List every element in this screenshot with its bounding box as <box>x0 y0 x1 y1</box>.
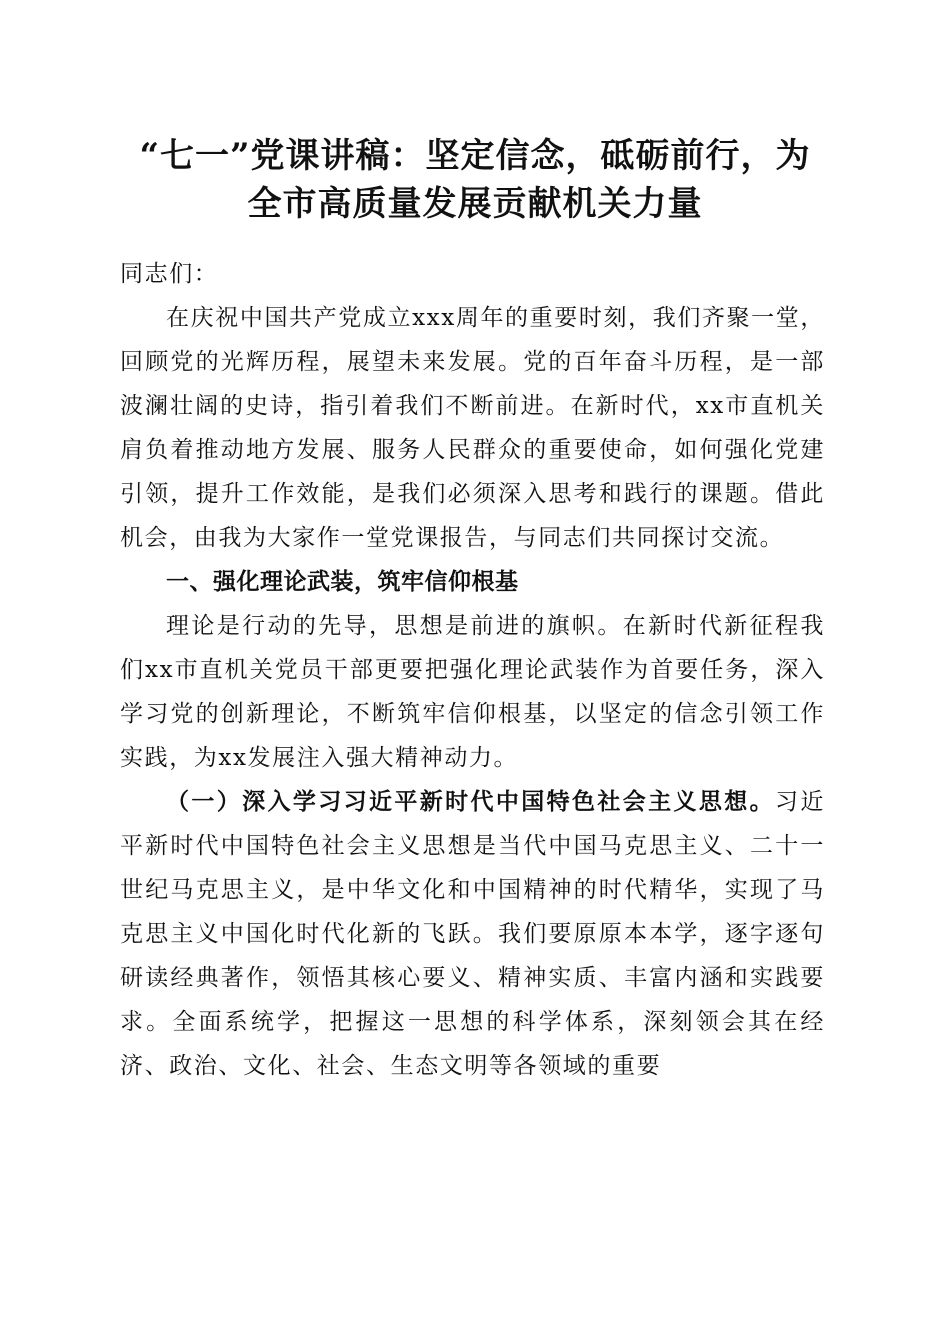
title-line-1: “七一”党课讲稿：坚定信念，砥砺前行，为 <box>139 136 811 176</box>
paragraph-intro: 在庆祝中国共产党成立xxx周年的重要时刻，我们齐聚一堂，回顾党的光辉历程，展望未来发展。党的百年奋斗历程，是一部波澜壮阔的史诗，指引着我们不断前进。在新时代，xx市直机关肩负着推动地方发展、服务人民群众的重要使命，如何强化党建引领，提升工作效能，是我们必须深入思考和践行的课题。借此机会，由我为大家作一堂党课报告，与同志们共同探讨交流。 <box>120 305 825 551</box>
subsection-heading-1: （一）深入学习习近平新时代中国特色社会主义思想。 <box>166 788 776 815</box>
document-title <box>60 132 890 228</box>
subsection-text-1: 习近平新时代中国特色社会主义思想是当代中国马克思主义、二十一世纪马克思主义，是中华文化和中国精神的时代精华，实现了马克思主义中国化时代化新的飞跃。我们要原原本本学，逐字逐句研读经典著作，领悟其核心要义、精神实质、丰富内涵和实践要求。全面系统学，把握这一思想的科学体系，深刻领会其在经济、政治、文化、社会、生态文明等各领域的重要 <box>120 789 825 1079</box>
salutation: 同志们： <box>120 261 219 287</box>
title-line-2: 全市高质量发展贡献机关力量 <box>247 184 703 224</box>
paragraph-section-1: 理论是行动的先导，思想是前进的旗帜。在新时代新征程我们xx市直机关党员干部更要把强化理论武装作为首要任务，深入学习党的创新理论，不断筑牢信仰根基，以坚定的信念引领工作实践，为xx发展注入强大精神动力。 <box>120 613 825 771</box>
section-heading-1: 一、强化理论武装，筑牢信仰根基 <box>166 569 519 595</box>
paragraph-subsection-1 <box>120 780 825 1088</box>
document-body <box>120 252 825 1088</box>
